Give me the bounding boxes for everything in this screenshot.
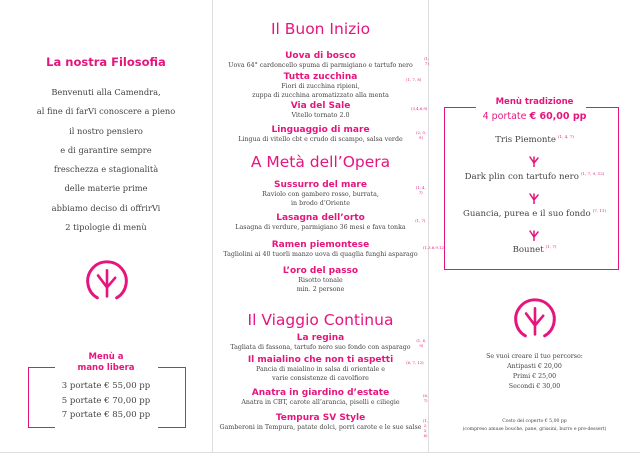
dish-name: Via del Sale	[290, 101, 351, 111]
custom-line: Primi € 25,00	[512, 373, 557, 380]
cover-charge	[429, 418, 640, 434]
allergens: (6, 7, 12)	[406, 360, 424, 365]
allergens: (1, 7, 9, 12)	[580, 171, 605, 176]
dish-item	[213, 125, 428, 145]
price: € 60,00 pp	[529, 111, 587, 122]
dish-item	[213, 240, 446, 260]
philosophy-line: 2 tipologie di menù	[65, 222, 147, 233]
price-line: 7 portate € 85,00 pp	[61, 410, 151, 420]
dish-name: Ramen piemontese	[271, 240, 370, 250]
course-name: Tris Piemonte	[495, 134, 556, 145]
allergens: (7, 11)	[592, 208, 607, 213]
allergens: (1, 6, 9)	[416, 338, 427, 348]
course-name: Guancia, purea e il suo fondo	[462, 208, 591, 219]
dish-item	[213, 51, 428, 71]
custom-line: Se vuoi creare il tuo percorso:	[486, 353, 583, 360]
tree-circle-logo	[81, 259, 133, 304]
course-name: Bounet	[512, 244, 544, 255]
tradition-price	[429, 111, 640, 122]
dish-name: Uova di bosco	[285, 51, 356, 61]
cover-line: (compreso amuse bouche, pane, grissini, burro e pre-dessert)	[462, 427, 607, 432]
allergens: (3,4,6,9)	[411, 106, 428, 111]
dish-name: Tutta zucchina	[283, 72, 358, 82]
dish-description: Uova 64° cardoncello spuma di parmigiano e tartufo nero	[228, 62, 413, 69]
allergens: (1,3,6,9,12)	[423, 245, 446, 250]
dish-item	[213, 388, 428, 408]
tree-circle-logo	[509, 297, 561, 342]
dish-name: Sussurro del mare	[274, 180, 367, 190]
free-menu-title-line: Menù a	[88, 352, 124, 362]
free-menu-title	[0, 352, 212, 374]
dish-name: La regina	[296, 333, 345, 343]
dish-name: Tempura SV Style	[275, 413, 366, 423]
allergens: (1, 7)	[545, 244, 557, 249]
dish-description: Fiori di zucchina ripieni,	[281, 83, 360, 90]
dish-name: Anatra in giardino d’estate	[251, 388, 390, 398]
philosophy-line: e di garantire sempre	[60, 144, 152, 155]
price-line: 3 portate € 55,00 pp	[61, 381, 151, 391]
courses-label: 4 portate	[482, 111, 527, 122]
dish-description: in brodo d’Oriente	[291, 199, 350, 207]
dish-name: Linguaggio di mare	[271, 125, 370, 135]
philosophy-line: abbiamo deciso di offrirVi	[51, 202, 161, 213]
dish-description: zuppa di zucchina aromatizzato alla menta	[252, 91, 389, 99]
allergens: (6, 7)	[423, 393, 429, 403]
philosophy-line: delle materie prime	[64, 183, 148, 194]
dish-description: Raviolo con gambero rosso, burrata,	[262, 191, 379, 198]
dish-description: Lasagna di verdure, parmigiano 36 mesi e fava tonka	[235, 224, 406, 231]
section-title: Il Viaggio Continua	[247, 311, 394, 329]
philosophy-title: La nostra Filosofia	[46, 55, 166, 69]
philosophy-line: Benvenuti alla Camendra,	[51, 87, 161, 97]
allergens: (1, 7)	[415, 218, 426, 223]
course-name: Dark plin con tartufo nero	[464, 171, 579, 182]
section-title: Il Buon Inizio	[270, 20, 371, 38]
dish-description: Risotto tonale	[298, 277, 343, 284]
dish-item	[213, 355, 428, 383]
dish-name: L’oro del passo	[282, 266, 359, 276]
dish-item	[213, 180, 428, 208]
price-line: 5 portate € 70,00 pp	[61, 395, 151, 406]
dish-description: Pancia di maialino in salsa di orientale e	[256, 366, 385, 373]
allergens: (2, 9, 9)	[416, 130, 426, 140]
custom-line: Secondi € 30,00	[508, 383, 561, 390]
dish-item	[213, 213, 428, 233]
allergens: (1, 4, 7)	[557, 134, 574, 139]
dish-name: Il maialino che non ti aspetti	[247, 355, 394, 365]
allergens: (1, 7)	[424, 56, 430, 66]
free-menu-title-line: mano libera	[77, 363, 135, 373]
tree-icon	[529, 155, 539, 167]
section-title: A Metà dell’Opera	[250, 153, 391, 171]
dish-item	[213, 413, 429, 438]
custom-path	[429, 352, 640, 392]
tree-icon	[529, 192, 539, 204]
allergens: (1, 4, 7)	[415, 185, 426, 195]
course-item	[429, 171, 640, 182]
cover-line: Costo del coperto € 5,00 pp	[502, 419, 567, 424]
philosophy-line: freschezza e stagionalità	[53, 164, 159, 175]
philosophy-text	[0, 83, 212, 237]
dish-description: varie consistenze di cavolfiore	[272, 374, 369, 382]
philosophy-line: il nostro pensiero	[69, 125, 143, 136]
philosophy-line: al fine di farVi conoscere a pieno	[36, 106, 176, 117]
dish-description: Tagliata di fassona, tartufo nero suo fondo con asparago	[230, 344, 411, 351]
dish-description: Lingua di vitello cbt e crudo di scampo, salsa verde	[238, 136, 403, 143]
allergens: (1, 7, 8)	[406, 77, 422, 82]
dish-item	[213, 333, 428, 353]
custom-line: Antipasti € 20,00	[507, 363, 562, 370]
dish-description: Vitello tornato 2.0	[291, 112, 350, 119]
dish-description: Tagliolini ai 40 tuorli manzo uova di quaglia funghi asparago	[223, 251, 418, 258]
course-item	[429, 208, 640, 219]
dish-description: min. 2 persone	[296, 285, 345, 293]
dish-description: Anatra in CBT, carote all’arancia, piselli e ciliegie	[241, 399, 400, 406]
tree-icon	[529, 229, 539, 241]
dish-name: Lasagna dell’orto	[276, 213, 365, 223]
tradition-panel	[429, 0, 640, 453]
allergens: (1, 2, 3, 6)	[423, 418, 429, 438]
free-menu-prices	[0, 379, 212, 423]
dishes-panel	[213, 0, 446, 453]
philosophy-panel	[0, 0, 213, 453]
tradition-title: Menù tradizione	[495, 97, 574, 107]
dish-item	[213, 101, 428, 121]
dish-item	[213, 266, 428, 294]
course-item	[429, 134, 640, 145]
dish-description: Gamberoni in Tempura, patate dolci, porri carote e le sue salse	[219, 424, 422, 431]
dish-item	[213, 72, 428, 100]
course-item	[429, 244, 640, 255]
